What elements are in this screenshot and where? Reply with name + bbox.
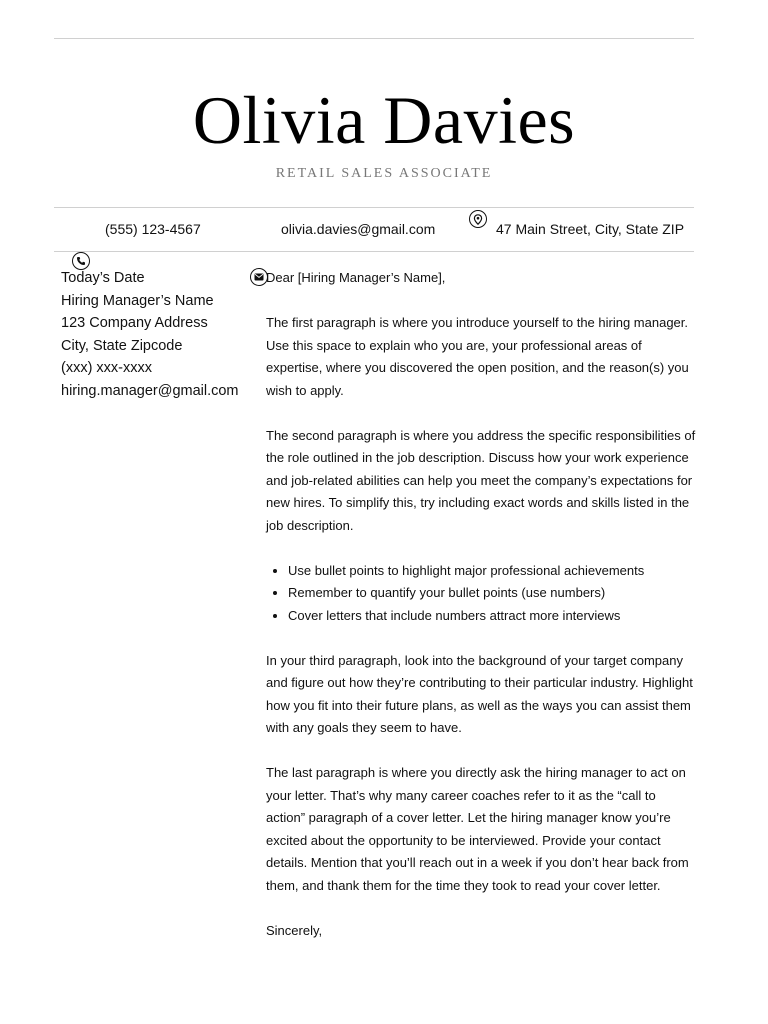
recipient-block [61, 267, 251, 403]
list-item: • Cover letters that include numbers attract more interviews [288, 605, 696, 628]
recipient-phone: (xxx) xxx-xxxx [61, 360, 153, 377]
list-item: • Remember to quantify your bullet points (use numbers) [288, 582, 696, 605]
salutation: Dear [Hiring Manager’s Name], [266, 270, 446, 285]
contact-phone: (555) 123-4567 [105, 221, 201, 237]
paragraph-company: In your third paragraph, look into the background of your target company and figure out how they’re contributing to their particular industry. Highlight how you fit into their future plans, as well as the ways you can assist them with any goals they seem to have. [266, 652, 693, 735]
location-icon [469, 210, 487, 228]
achievement-list [266, 560, 696, 628]
contact-address: 47 Main Street, City, State ZIP [496, 221, 685, 237]
recipient-city: City, State Zipcode [61, 337, 183, 354]
recipient-date: Today’s Date [61, 270, 145, 286]
paragraph-intro: The first paragraph is where you introduce yourself to the hiring manager. Use this space to explain who you are, your professional areas of expertise, where you discovered the open position, and the reason(s) you wish to apply. [266, 315, 689, 398]
contact-bar [54, 208, 694, 251]
job-title: RETAIL SALES ASSOCIATE [275, 166, 493, 181]
top-divider [54, 38, 694, 39]
letter-body [266, 267, 696, 942]
recipient-name: Hiring Manager’s Name [61, 292, 214, 309]
recipient-address: 123 Company Address [61, 315, 208, 332]
recipient-email: hiring.manager@gmail.com [61, 382, 239, 399]
paragraph-responsibilities: The second paragraph is where you address the specific responsibilities of the role outlined in the job description. Discuss how your work experience and job-related abilities can help you meet the company’s expectations for new hires. To simplify this, try including exact words and skills listed in the job description. [266, 427, 696, 533]
applicant-name: Olivia Davies [192, 82, 576, 158]
contact-email: olivia.davies@gmail.com [281, 221, 436, 237]
closing: Sincerely, [266, 922, 323, 938]
list-item: • Use bullet points to highlight major professional achievements [288, 560, 696, 583]
paragraph-call-to-action: The last paragraph is where you directly ask the hiring manager to act on your letter. That’s why many career coaches refer to it as the “call to action” paragraph of a cover letter. Let the hiring manager know you’re excited about the opportunity to be interviewed. Provide your contact details. Mention that you’ll reach out in a week if you don’t hear back from them, and thank them for the time they took to read your cover letter. [266, 765, 689, 893]
contact-bottom-divider [54, 251, 694, 252]
